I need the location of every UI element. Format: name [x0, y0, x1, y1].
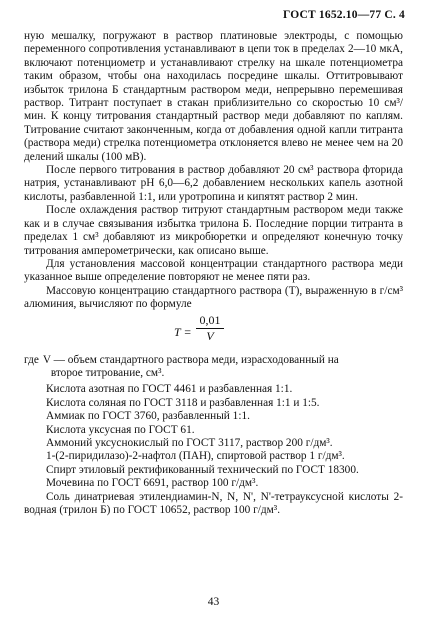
paragraph-mass-concentration: Массовую концентрацию стандартного раствора (T), выраженную в г/см³ алюминия, вычисляют по формуле [24, 284, 403, 311]
paragraph-repeat: Для установления массовой концентрации стандартного раствора меди указанное выше определение повторяют не менее пяти раз. [24, 257, 403, 284]
where-line-2: второе титрование, см³. [50, 366, 165, 379]
reagent-item: Аммиак по ГОСТ 3760, разбавленный 1:1. [46, 410, 250, 423]
formula [24, 312, 403, 354]
reagent-item: Спирт этиловый ректификованный технический по ГОСТ 18300. [46, 463, 359, 476]
reagent-item: Кислота азотная по ГОСТ 4461 и разбавленная 1:1. [46, 383, 293, 396]
page-header: ГОСТ 1652.10—77 С. 4 [282, 9, 405, 21]
paragraph-cooling: После охлаждения раствор титруют стандартным раствором меди также как и в случае связывания избытка трилона Б. Последние порции титранта в пределах 1 см³ добавляют из микробюретки и определяют конечную точку титрования амперометрически, как описано выше. [24, 204, 403, 257]
paragraph-continuation: ную мешалку, погружают в раствор платиновые электроды, с помощью переменного сопротивления устанавливают в цепи ток в пределах 2—10 мкА, включают потенциометр и устанавливают стрелку на шкале потенциометра таким образом, чтобы она находилась посредине шкалы. Оттитровывают избыток трилона Б стандартным раствором меди, непрерывно перемешивая раствор. Титрант поступает в стакан приблизительно со скоростью 10 см³/мин. К концу титрования стандартный раствор меди добавляют по каплям. Титрование считают законченным, когда от добавления одной капли титранта (раствора меди) стрелка потенциометра отклоняется влево не менее чем на 20 делений шкалы (100 мВ). [24, 30, 403, 163]
reagent-item: Кислота уксусная по ГОСТ 61. [46, 423, 195, 436]
paragraph-second-titration: После первого титрования в раствор добавляют 20 см³ раствора фторида натрия, устанавливают pH 6,0—6,2 добавлением нескольких капель азотной кислоты, разбавленной 1:1, или уротропина и кипятят раствор 2 мин. [24, 164, 403, 203]
page-number: 43 [207, 596, 220, 608]
formula-explanation [24, 354, 403, 381]
formula-numerator: 0,01 [196, 314, 224, 329]
where-label: где [24, 353, 39, 366]
page-body [24, 30, 403, 517]
where-line-1: V — объем стандартного раствора меди, израсходованный на [42, 353, 339, 366]
formula-lhs: T = [174, 324, 192, 339]
reagent-item: Кислота соляная по ГОСТ 3118 и разбавленная 1:1 и 1:5. [46, 396, 320, 409]
where-text [43, 354, 403, 381]
reagents-list [24, 383, 403, 517]
formula-fraction [196, 314, 224, 344]
reagent-item: Мочевина по ГОСТ 6691, раствор 100 г/дм³. [46, 477, 259, 490]
reagent-item: Соль динатриевая этилендиамин-N, N, N', N'-тетрауксусной кислоты 2-водная (трилон Б) по ГОСТ 10652, раствор 100 г/дм³. [24, 490, 403, 516]
reagent-item: 1-(2-пиридилазо)-2-нафтол (ПАН), спиртовой раствор 1 г/дм³. [46, 450, 345, 463]
reagent-item: Аммоний уксуснокислый по ГОСТ 3117, раствор 200 г/дм³. [46, 436, 333, 449]
formula-denominator: V [206, 328, 214, 343]
